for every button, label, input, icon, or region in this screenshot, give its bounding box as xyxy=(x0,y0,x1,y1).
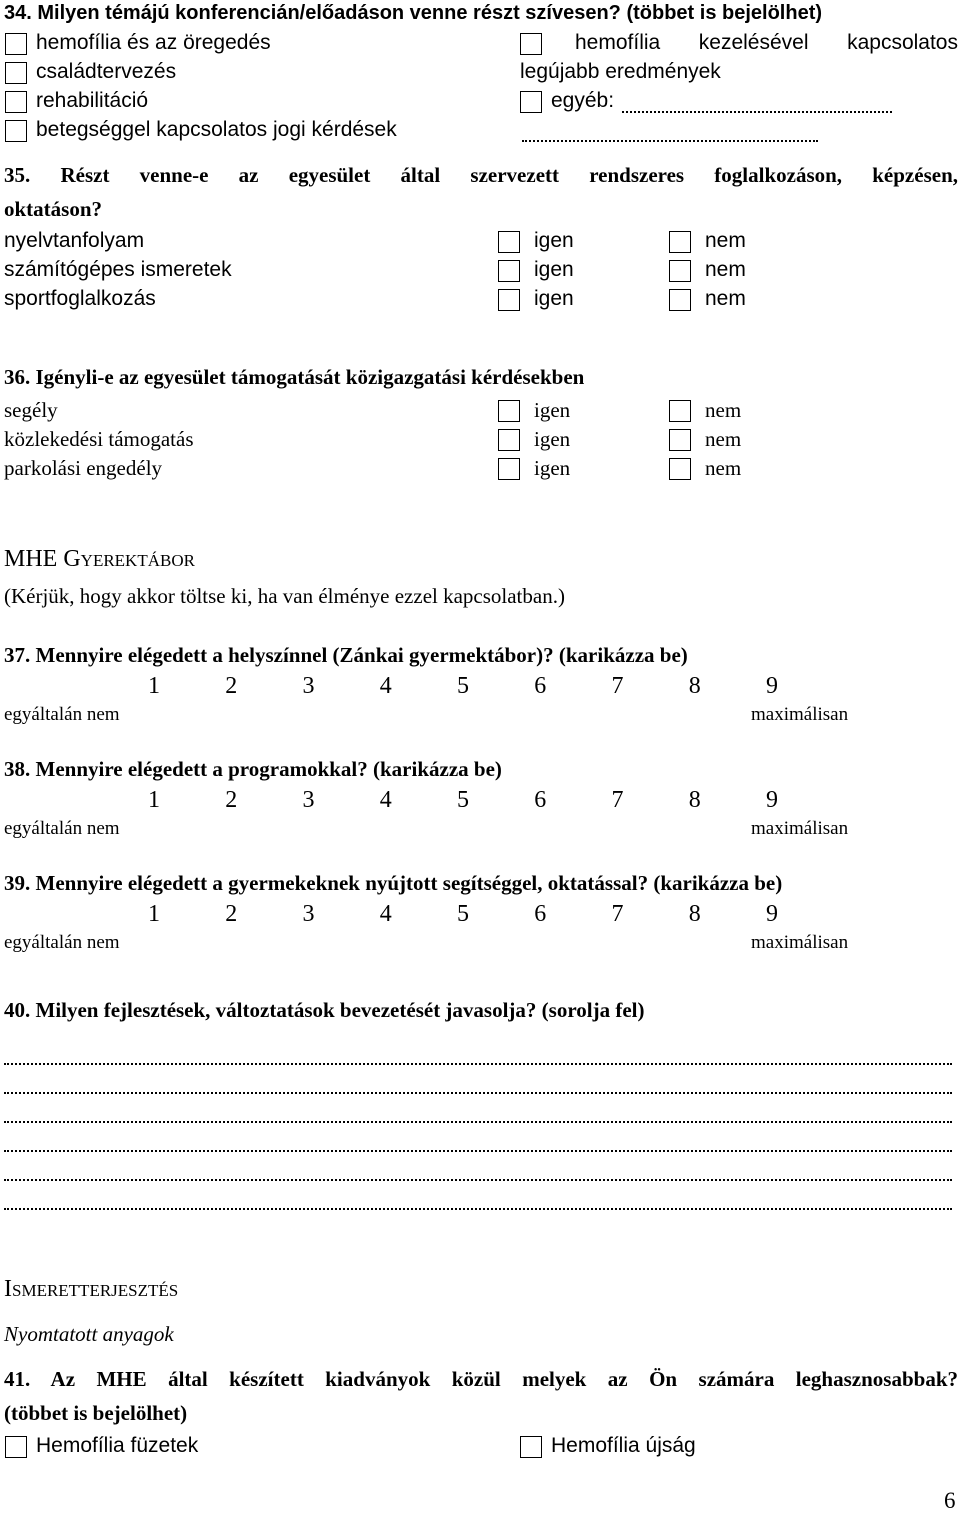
q35-row-3-yes-checkbox[interactable] xyxy=(498,289,520,311)
section-camp-note: (Kérjük, hogy akkor töltse ki, ha van élménye ezzel kapcsolatban.) xyxy=(4,584,565,608)
q39-scale-low: egyáltalán nem xyxy=(4,932,120,953)
q37-scale-7[interactable]: 7 xyxy=(611,673,624,699)
q39-scale-6[interactable]: 6 xyxy=(534,901,547,927)
q37-scale-9[interactable]: 9 xyxy=(766,673,778,699)
q37-scale-2[interactable]: 2 xyxy=(225,673,238,699)
q34-other-line-2[interactable] xyxy=(522,140,818,142)
q38-title: 38. Mennyire elégedett a programokkal? (karikázza be) xyxy=(4,757,502,781)
q36-row-3-yes-checkbox[interactable] xyxy=(498,458,520,480)
q39-scale-3[interactable]: 3 xyxy=(302,901,315,927)
q36-row-3-no: nem xyxy=(705,456,742,480)
q36-row-3-yes: igen xyxy=(534,456,571,480)
q40-answer-line-4[interactable] xyxy=(4,1150,952,1152)
q36-row-2-no-checkbox[interactable] xyxy=(669,429,691,451)
q37-scale xyxy=(148,673,778,700)
q39-scale-5[interactable]: 5 xyxy=(457,901,469,927)
q34-title: 34. Milyen témájú konferencián/előadáson venne részt szívesen? (többet is bejelölhet) xyxy=(4,2,823,24)
q41-title-line1: 41. Az MHE által készített kiadványok közül melyek az Ön számára leghasznosabbak? xyxy=(4,1367,958,1391)
q35-row-3-yes: igen xyxy=(534,287,574,310)
q41-option-1: Hemofília füzetek xyxy=(36,1434,199,1457)
q38-scale-8[interactable]: 8 xyxy=(688,787,701,813)
q35-row-1-no-checkbox[interactable] xyxy=(669,231,691,253)
q34-checkbox-4[interactable] xyxy=(5,120,27,142)
q35-title-line2: oktatáson? xyxy=(4,197,103,221)
q36-row-label-1: segély xyxy=(4,398,58,422)
q34-option-3: rehabilitáció xyxy=(36,89,149,112)
q39-scale-7[interactable]: 7 xyxy=(611,901,624,927)
q38-scale-9[interactable]: 9 xyxy=(766,787,778,813)
section-info-subheading: Nyomtatott anyagok xyxy=(4,1322,174,1346)
q37-scale-1[interactable]: 1 xyxy=(148,673,160,699)
q34-option-4: betegséggel kapcsolatos jogi kérdések xyxy=(36,118,397,141)
q40-answer-line-3[interactable] xyxy=(4,1121,952,1123)
q37-scale-5[interactable]: 5 xyxy=(457,673,469,699)
q37-scale-3[interactable]: 3 xyxy=(302,673,315,699)
q34-checkbox-3[interactable] xyxy=(5,91,27,113)
q35-row-3-no-checkbox[interactable] xyxy=(669,289,691,311)
q41-title-line2: (többet is bejelölhet) xyxy=(4,1401,188,1425)
q35-row-2-no: nem xyxy=(705,258,746,281)
q40-answer-line-5[interactable] xyxy=(4,1179,952,1181)
q39-scale-high: maximálisan xyxy=(751,932,849,953)
q36-row-2-yes: igen xyxy=(534,427,571,451)
q35-row-label-3: sportfoglalkozás xyxy=(4,287,156,310)
q34-checkbox-5[interactable] xyxy=(520,33,542,55)
q39-scale-9[interactable]: 9 xyxy=(766,901,778,927)
q39-title: 39. Mennyire elégedett a gyermekeknek nyújtott segítséggel, oktatással? (karikázza be) xyxy=(4,871,783,895)
q41-checkbox-1[interactable] xyxy=(5,1436,27,1458)
q36-row-1-yes: igen xyxy=(534,398,571,422)
q36-row-2-yes-checkbox[interactable] xyxy=(498,429,520,451)
q39-scale-8[interactable]: 8 xyxy=(688,901,701,927)
q37-scale-4[interactable]: 4 xyxy=(379,673,392,699)
q39-scale-4[interactable]: 4 xyxy=(379,901,392,927)
q40-answer-line-6[interactable] xyxy=(4,1208,952,1210)
q35-row-2-yes-checkbox[interactable] xyxy=(498,260,520,282)
q41-checkbox-2[interactable] xyxy=(520,1436,542,1458)
q37-title: 37. Mennyire elégedett a helyszínnel (Zánkai gyermektábor)? (karikázza be) xyxy=(4,643,688,667)
q35-row-2-no-checkbox[interactable] xyxy=(669,260,691,282)
q39-scale-2[interactable]: 2 xyxy=(225,901,238,927)
q39-scale-1[interactable]: 1 xyxy=(148,901,160,927)
q40-answer-line-2[interactable] xyxy=(4,1092,952,1094)
q37-scale-low: egyáltalán nem xyxy=(4,704,120,725)
page-number: 6 xyxy=(944,1488,956,1513)
q40-answer-line-1[interactable] xyxy=(4,1063,952,1065)
q40-title: 40. Milyen fejlesztések, változtatások bevezetését javasolja? (sorolja fel) xyxy=(4,998,645,1022)
section-info-heading: Ismeretterjesztés xyxy=(4,1276,179,1302)
q35-row-1-yes-checkbox[interactable] xyxy=(498,231,520,253)
q35-row-label-1: nyelvtanfolyam xyxy=(4,229,145,252)
q34-checkbox-6[interactable] xyxy=(520,91,542,113)
q34-checkbox-1[interactable] xyxy=(5,33,27,55)
q39-scale xyxy=(148,901,778,928)
q34-other-line-1[interactable] xyxy=(622,111,892,113)
q38-scale-3[interactable]: 3 xyxy=(302,787,315,813)
q36-row-1-no-checkbox[interactable] xyxy=(669,400,691,422)
q35-title-line1: 35. Részt venne-e az egyesület által szervezett rendszeres foglalkozáson, képzésen, xyxy=(4,163,958,187)
q35-row-1-yes: igen xyxy=(534,229,574,252)
q36-row-label-2: közlekedési támogatás xyxy=(4,427,194,451)
q37-scale-8[interactable]: 8 xyxy=(688,673,701,699)
q38-scale-low: egyáltalán nem xyxy=(4,818,120,839)
q36-row-label-3: parkolási engedély xyxy=(4,456,163,480)
q35-row-3-no: nem xyxy=(705,287,746,310)
section-camp-heading: MHE Gyerektábor xyxy=(4,546,195,572)
q37-scale-6[interactable]: 6 xyxy=(534,673,547,699)
q34-option-2: családtervezés xyxy=(36,60,177,83)
q38-scale-7[interactable]: 7 xyxy=(611,787,624,813)
q34-option-5-line1: hemofília kezelésével kapcsolatos xyxy=(575,31,958,54)
q41-option-2: Hemofília újság xyxy=(551,1434,696,1457)
q38-scale-high: maximálisan xyxy=(751,818,849,839)
q35-row-1-no: nem xyxy=(705,229,746,252)
q35-row-2-yes: igen xyxy=(534,258,574,281)
q36-row-1-yes-checkbox[interactable] xyxy=(498,400,520,422)
q36-row-2-no: nem xyxy=(705,427,742,451)
q38-scale xyxy=(148,787,778,814)
q38-scale-1[interactable]: 1 xyxy=(148,787,160,813)
q38-scale-4[interactable]: 4 xyxy=(379,787,392,813)
q38-scale-5[interactable]: 5 xyxy=(457,787,469,813)
q34-checkbox-2[interactable] xyxy=(5,62,27,84)
q36-row-3-no-checkbox[interactable] xyxy=(669,458,691,480)
q37-scale-high: maximálisan xyxy=(751,704,849,725)
q38-scale-6[interactable]: 6 xyxy=(534,787,547,813)
q34-option-6: egyéb: xyxy=(551,89,615,112)
q36-row-1-no: nem xyxy=(705,398,742,422)
q34-option-1: hemofília és az öregedés xyxy=(36,31,271,54)
q36-title: 36. Igényli-e az egyesület támogatását közigazgatási kérdésekben xyxy=(4,365,585,389)
q38-scale-2[interactable]: 2 xyxy=(225,787,238,813)
q34-option-5-line2: legújabb eredmények xyxy=(520,60,721,83)
q35-row-label-2: számítógépes ismeretek xyxy=(4,258,232,281)
